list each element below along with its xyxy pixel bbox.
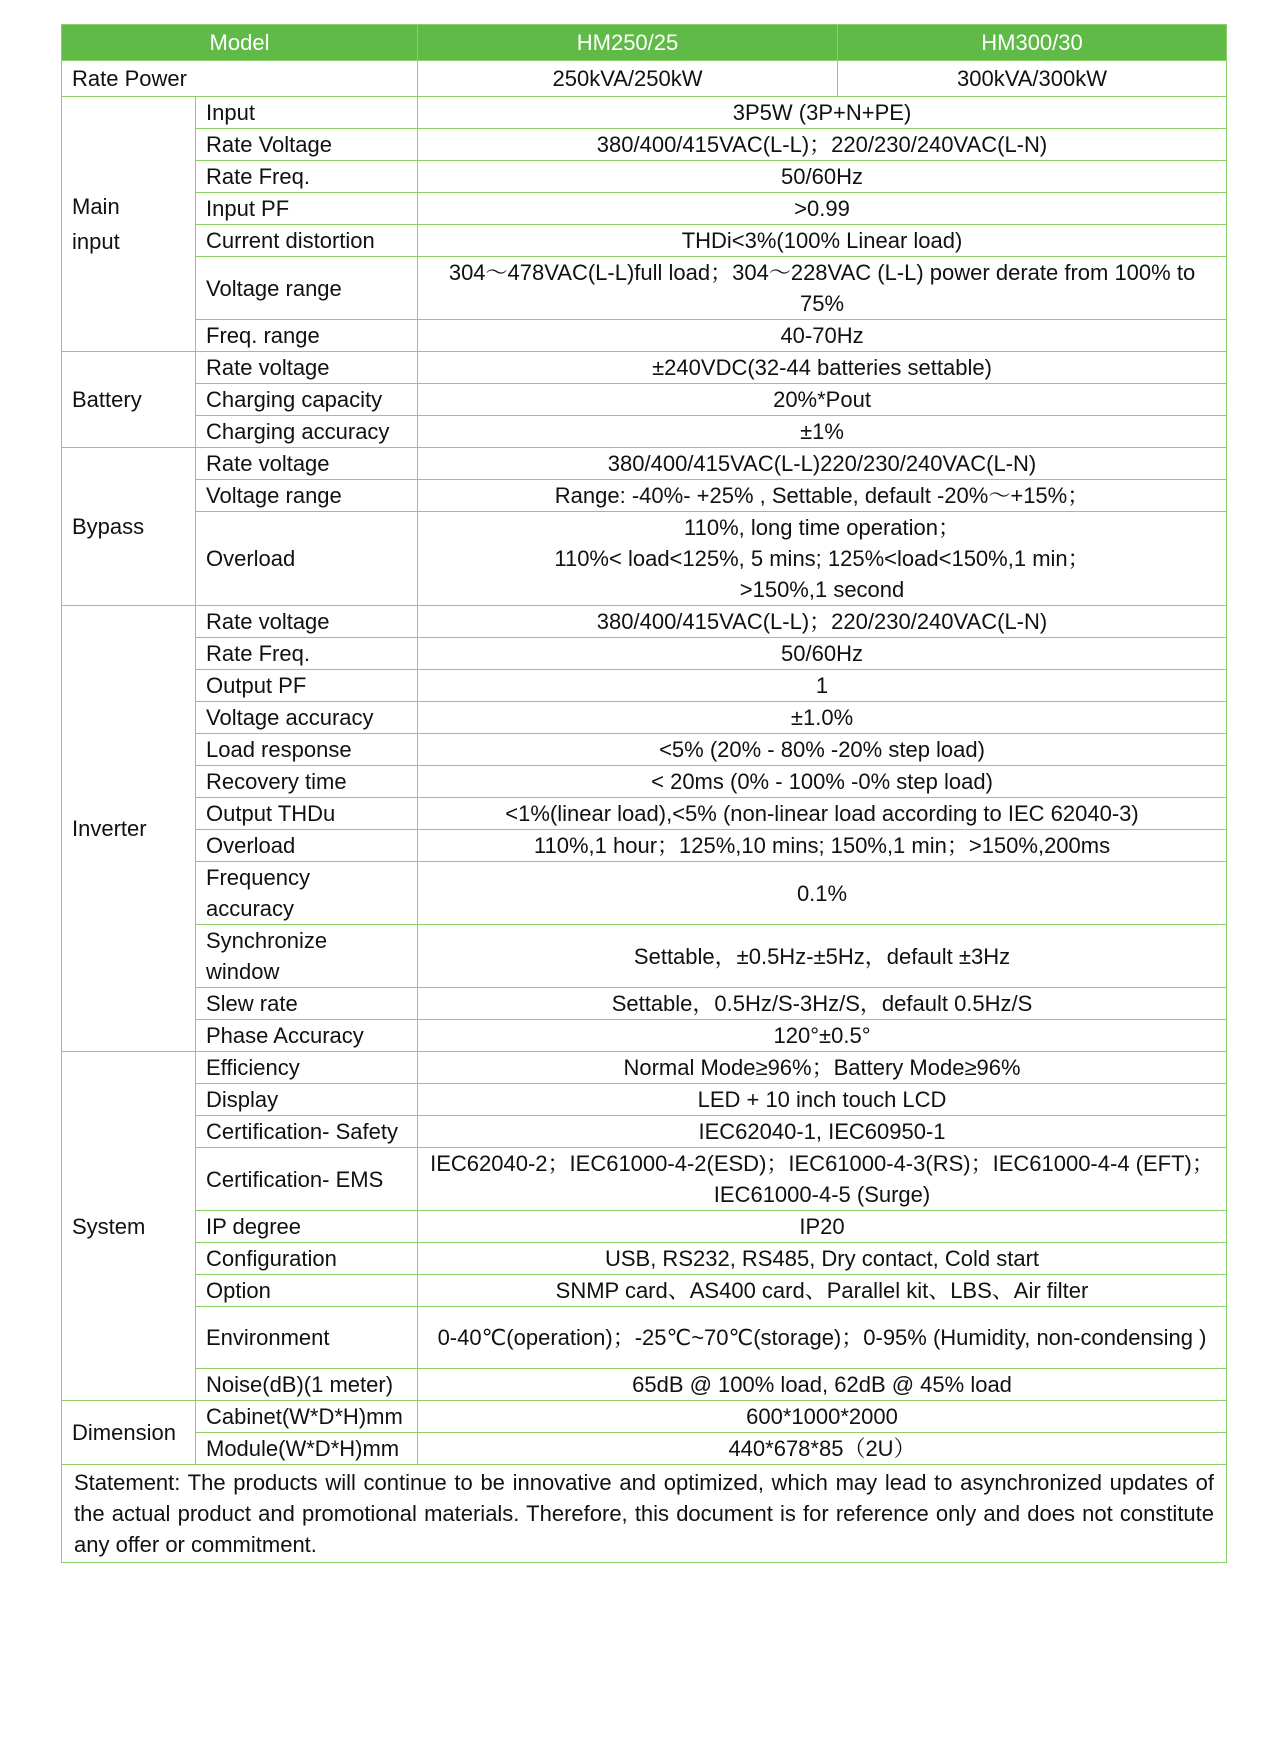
param-label: Synchronize window xyxy=(196,925,418,988)
spec-row xyxy=(62,225,1227,257)
param-label: Certification- Safety xyxy=(196,1116,418,1148)
param-value: >0.99 xyxy=(418,193,1227,225)
param-label: Certification- EMS xyxy=(196,1148,418,1211)
spec-row xyxy=(62,766,1227,798)
param-value: ±1.0% xyxy=(418,702,1227,734)
param-label: Voltage range xyxy=(196,257,418,320)
spec-row xyxy=(62,1433,1227,1465)
param-value: USB, RS232, RS485, Dry contact, Cold start xyxy=(418,1243,1227,1275)
param-value: 600*1000*2000 xyxy=(418,1401,1227,1433)
spec-row xyxy=(62,257,1227,320)
param-value: 0.1% xyxy=(418,862,1227,925)
group-label: Bypass xyxy=(62,448,196,606)
param-value: LED + 10 inch touch LCD xyxy=(418,1084,1227,1116)
spec-row xyxy=(62,1401,1227,1433)
param-value: THDi<3%(100% Linear load) xyxy=(418,225,1227,257)
param-value: 440*678*85（2U） xyxy=(418,1433,1227,1465)
param-label: Charging capacity xyxy=(196,384,418,416)
param-label: Load response xyxy=(196,734,418,766)
param-label: Rate voltage xyxy=(196,606,418,638)
spec-row xyxy=(62,734,1227,766)
spec-table xyxy=(61,24,1227,1563)
param-label: Rate Freq. xyxy=(196,161,418,193)
param-value: 50/60Hz xyxy=(418,638,1227,670)
param-value: Settable，0.5Hz/S-3Hz/S，default 0.5Hz/S xyxy=(418,988,1227,1020)
spec-row xyxy=(62,862,1227,925)
rate-power-row xyxy=(62,61,1227,97)
spec-row xyxy=(62,320,1227,352)
spec-row xyxy=(62,638,1227,670)
param-value: 20%*Pout xyxy=(418,384,1227,416)
model-header: Model xyxy=(62,25,418,61)
param-value: 110%, long time operation； 110%< load<125%, 5 mins; 125%<load<150%,1 min； >150%,1 second xyxy=(418,512,1227,606)
spec-row xyxy=(62,1243,1227,1275)
param-value: 110%,1 hour；125%,10 mins; 150%,1 min；>150%,200ms xyxy=(418,830,1227,862)
param-value: ±240VDC(32-44 batteries settable) xyxy=(418,352,1227,384)
rate-power-label: Rate Power xyxy=(62,61,418,97)
param-label: Cabinet(W*D*H)mm xyxy=(196,1401,418,1433)
spec-row xyxy=(62,606,1227,638)
param-label: Efficiency xyxy=(196,1052,418,1084)
spec-row xyxy=(62,670,1227,702)
param-value: <5% (20% - 80% -20% step load) xyxy=(418,734,1227,766)
spec-row xyxy=(62,1211,1227,1243)
param-value: 304～478VAC(L-L)full load；304～228VAC (L-L) power derate from 100% to 75% xyxy=(418,257,1227,320)
param-value: IP20 xyxy=(418,1211,1227,1243)
param-label: Rate voltage xyxy=(196,448,418,480)
group-label: Main input xyxy=(62,97,196,352)
param-label: Noise(dB)(1 meter) xyxy=(196,1369,418,1401)
spec-row xyxy=(62,1116,1227,1148)
param-value: 0-40℃(operation)；-25℃~70℃(storage)；0-95% (Humidity, non-condensing ) xyxy=(418,1307,1227,1369)
group-label: Dimension xyxy=(62,1401,196,1465)
param-value: Range: -40%- +25% , Settable, default -20%～+15%； xyxy=(418,480,1227,512)
param-label: Input PF xyxy=(196,193,418,225)
param-label: Voltage range xyxy=(196,480,418,512)
param-label: Charging accuracy xyxy=(196,416,418,448)
spec-row xyxy=(62,384,1227,416)
param-label: Output THDu xyxy=(196,798,418,830)
group-label: Inverter xyxy=(62,606,196,1052)
spec-row xyxy=(62,97,1227,129)
param-value: IEC62040-2；IEC61000-4-2(ESD)；IEC61000-4-3(RS)；IEC61000-4-4 (EFT)；IEC61000-4-5 (Surge) xyxy=(418,1148,1227,1211)
param-label: Environment xyxy=(196,1307,418,1369)
spec-row xyxy=(62,830,1227,862)
param-value: 50/60Hz xyxy=(418,161,1227,193)
param-label: Recovery time xyxy=(196,766,418,798)
model-name: HM300/30 xyxy=(838,25,1227,61)
spec-row xyxy=(62,798,1227,830)
param-value: SNMP card、AS400 card、Parallel kit、LBS、Air filter xyxy=(418,1275,1227,1307)
param-label: Slew rate xyxy=(196,988,418,1020)
param-label: IP degree xyxy=(196,1211,418,1243)
spec-row xyxy=(62,193,1227,225)
model-name: HM250/25 xyxy=(418,25,838,61)
param-label: Input xyxy=(196,97,418,129)
param-value: 1 xyxy=(418,670,1227,702)
param-value: IEC62040-1, IEC60950-1 xyxy=(418,1116,1227,1148)
param-value: Settable，±0.5Hz-±5Hz，default ±3Hz xyxy=(418,925,1227,988)
param-value: ±1% xyxy=(418,416,1227,448)
statement-row xyxy=(62,1465,1227,1563)
param-value: 380/400/415VAC(L-L)；220/230/240VAC(L-N) xyxy=(418,606,1227,638)
spec-row xyxy=(62,416,1227,448)
param-value: 65dB @ 100% load, 62dB @ 45% load xyxy=(418,1369,1227,1401)
spec-row xyxy=(62,1052,1227,1084)
spec-row xyxy=(62,1307,1227,1369)
param-label: Phase Accuracy xyxy=(196,1020,418,1052)
param-label: Voltage accuracy xyxy=(196,702,418,734)
param-label: Output PF xyxy=(196,670,418,702)
param-value: 120°±0.5° xyxy=(418,1020,1227,1052)
rate-power-value: 250kVA/250kW xyxy=(418,61,838,97)
param-value: <1%(linear load),<5% (non-linear load according to IEC 62040-3) xyxy=(418,798,1227,830)
param-value: < 20ms (0% - 100% -0% step load) xyxy=(418,766,1227,798)
param-label: Freq. range xyxy=(196,320,418,352)
param-value: Normal Mode≥96%；Battery Mode≥96% xyxy=(418,1052,1227,1084)
param-label: Rate Voltage xyxy=(196,129,418,161)
param-label: Module(W*D*H)mm xyxy=(196,1433,418,1465)
spec-row xyxy=(62,512,1227,606)
param-label: Option xyxy=(196,1275,418,1307)
param-label: Rate voltage xyxy=(196,352,418,384)
param-label: Current distortion xyxy=(196,225,418,257)
param-label: Frequency accuracy xyxy=(196,862,418,925)
param-label: Overload xyxy=(196,830,418,862)
spec-row xyxy=(62,925,1227,988)
statement-text: Statement: The products will continue to be innovative and optimized, which may lead to asynchronized updates of the actual product and promotional materials. Therefore, this document is for reference only and does not constitute any offer or commitment. xyxy=(62,1465,1227,1563)
spec-row xyxy=(62,1148,1227,1211)
spec-row xyxy=(62,988,1227,1020)
spec-row xyxy=(62,129,1227,161)
rate-power-value: 300kVA/300kW xyxy=(838,61,1227,97)
spec-row xyxy=(62,1084,1227,1116)
spec-row xyxy=(62,1275,1227,1307)
spec-row xyxy=(62,480,1227,512)
spec-row xyxy=(62,352,1227,384)
param-value: 40-70Hz xyxy=(418,320,1227,352)
param-value: 380/400/415VAC(L-L)220/230/240VAC(L-N) xyxy=(418,448,1227,480)
spec-row xyxy=(62,1020,1227,1052)
param-value: 3P5W (3P+N+PE) xyxy=(418,97,1227,129)
group-label: Battery xyxy=(62,352,196,448)
group-label: System xyxy=(62,1052,196,1401)
spec-row xyxy=(62,1369,1227,1401)
header-row xyxy=(62,25,1227,61)
spec-row xyxy=(62,161,1227,193)
param-label: Configuration xyxy=(196,1243,418,1275)
param-value: 380/400/415VAC(L-L)；220/230/240VAC(L-N) xyxy=(418,129,1227,161)
spec-row xyxy=(62,702,1227,734)
spec-row xyxy=(62,448,1227,480)
param-label: Overload xyxy=(196,512,418,606)
param-label: Display xyxy=(196,1084,418,1116)
param-label: Rate Freq. xyxy=(196,638,418,670)
